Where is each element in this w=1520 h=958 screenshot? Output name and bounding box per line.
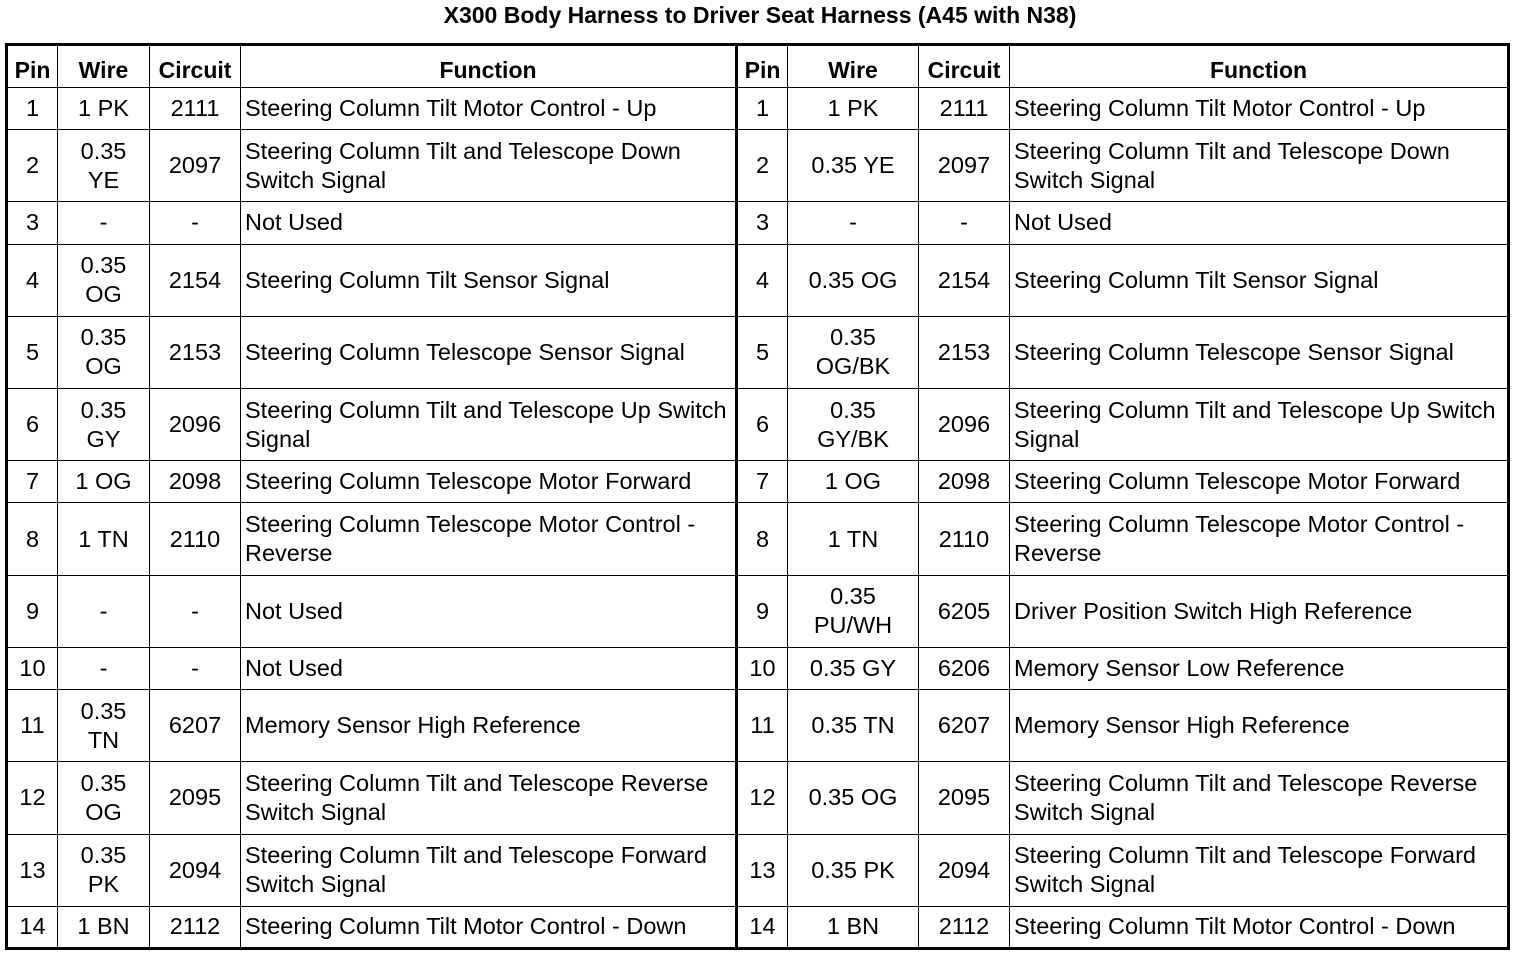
left-circuit-cell: 2111 — [150, 88, 241, 130]
left-pin-cell: 12 — [7, 762, 58, 834]
right-pin-cell: 2 — [737, 130, 788, 202]
left-function-cell: Steering Column Tilt and Telescope Up Switch Signal — [241, 389, 737, 461]
right-function-cell: Steering Column Telescope Sensor Signal — [1010, 316, 1509, 388]
right-pin-cell: 5 — [737, 316, 788, 388]
right-wire-cell: 0.35 OG/BK — [788, 316, 919, 388]
connector-pinout-table — [5, 43, 1510, 950]
table-row — [7, 202, 1509, 244]
left-circuit-cell: 2153 — [150, 316, 241, 388]
left-function-cell: Steering Column Tilt and Telescope Forward Switch Signal — [241, 834, 737, 906]
left-circuit-cell: 2095 — [150, 762, 241, 834]
right-function-cell: Steering Column Tilt and Telescope Forward Switch Signal — [1010, 834, 1509, 906]
right-circuit-cell: - — [919, 202, 1010, 244]
header-wire: Wire — [788, 45, 919, 88]
left-function-cell: Steering Column Tilt and Telescope Down Switch Signal — [241, 130, 737, 202]
header-wire: Wire — [58, 45, 150, 88]
right-pin-cell: 11 — [737, 690, 788, 762]
left-function-cell: Steering Column Tilt Motor Control - Up — [241, 88, 737, 130]
header-pin: Pin — [737, 45, 788, 88]
right-function-cell: Memory Sensor High Reference — [1010, 690, 1509, 762]
table-row — [7, 389, 1509, 461]
left-pin-cell: 7 — [7, 461, 58, 503]
left-pin-cell: 6 — [7, 389, 58, 461]
left-pin-cell: 10 — [7, 647, 58, 689]
table-row — [7, 244, 1509, 316]
header-pin: Pin — [7, 45, 58, 88]
right-pin-cell: 9 — [737, 575, 788, 647]
right-wire-cell: 1 TN — [788, 503, 919, 575]
right-circuit-cell: 2154 — [919, 244, 1010, 316]
left-wire-cell: 1 TN — [58, 503, 150, 575]
left-wire-cell: 0.35 OG — [58, 244, 150, 316]
right-function-cell: Steering Column Tilt and Telescope Down Switch Signal — [1010, 130, 1509, 202]
right-circuit-cell: 2112 — [919, 906, 1010, 948]
left-wire-cell: 0.35 PK — [58, 834, 150, 906]
left-wire-cell: 0.35 OG — [58, 316, 150, 388]
left-circuit-cell: 2097 — [150, 130, 241, 202]
left-wire-cell: - — [58, 575, 150, 647]
right-pin-cell: 4 — [737, 244, 788, 316]
table-row — [7, 88, 1509, 130]
table-row — [7, 834, 1509, 906]
left-pin-cell: 2 — [7, 130, 58, 202]
table-row — [7, 906, 1509, 948]
page-title: X300 Body Harness to Driver Seat Harness (A45 with N38) — [443, 2, 1077, 28]
table-row — [7, 575, 1509, 647]
left-wire-cell: 1 BN — [58, 906, 150, 948]
left-pin-cell: 5 — [7, 316, 58, 388]
right-pin-cell: 6 — [737, 389, 788, 461]
header-circuit: Circuit — [150, 45, 241, 88]
right-function-cell: Driver Position Switch High Reference — [1010, 575, 1509, 647]
table-row — [7, 690, 1509, 762]
left-wire-cell: 0.35 OG — [58, 762, 150, 834]
right-function-cell: Memory Sensor Low Reference — [1010, 647, 1509, 689]
left-circuit-cell: 2112 — [150, 906, 241, 948]
table-row — [7, 461, 1509, 503]
left-wire-cell: - — [58, 647, 150, 689]
left-wire-cell: 1 OG — [58, 461, 150, 503]
right-wire-cell: 0.35 GY — [788, 647, 919, 689]
right-function-cell: Steering Column Tilt and Telescope Up Switch Signal — [1010, 389, 1509, 461]
right-circuit-cell: 2153 — [919, 316, 1010, 388]
right-pin-cell: 7 — [737, 461, 788, 503]
right-wire-cell: 1 OG — [788, 461, 919, 503]
left-circuit-cell: 6207 — [150, 690, 241, 762]
left-wire-cell: - — [58, 202, 150, 244]
left-circuit-cell: 2154 — [150, 244, 241, 316]
left-pin-cell: 13 — [7, 834, 58, 906]
left-function-cell: Not Used — [241, 575, 737, 647]
right-wire-cell: 0.35 TN — [788, 690, 919, 762]
right-function-cell: Steering Column Tilt Motor Control - Down — [1010, 906, 1509, 948]
left-function-cell: Steering Column Telescope Motor Control - Reverse — [241, 503, 737, 575]
right-circuit-cell: 6205 — [919, 575, 1010, 647]
right-wire-cell: 1 BN — [788, 906, 919, 948]
table-row — [7, 647, 1509, 689]
right-circuit-cell: 2097 — [919, 130, 1010, 202]
left-function-cell: Steering Column Telescope Sensor Signal — [241, 316, 737, 388]
right-pin-cell: 10 — [737, 647, 788, 689]
right-pin-cell: 1 — [737, 88, 788, 130]
right-pin-cell: 8 — [737, 503, 788, 575]
right-function-cell: Not Used — [1010, 202, 1509, 244]
left-circuit-cell: 2096 — [150, 389, 241, 461]
table-row — [7, 316, 1509, 388]
right-pin-cell: 14 — [737, 906, 788, 948]
right-circuit-cell: 2111 — [919, 88, 1010, 130]
left-circuit-cell: - — [150, 575, 241, 647]
table-body — [7, 88, 1509, 949]
left-wire-cell: 0.35 YE — [58, 130, 150, 202]
right-wire-cell: 0.35 GY/BK — [788, 389, 919, 461]
table-row — [7, 503, 1509, 575]
right-function-cell: Steering Column Tilt Motor Control - Up — [1010, 88, 1509, 130]
left-function-cell: Memory Sensor High Reference — [241, 690, 737, 762]
left-wire-cell: 0.35 GY — [58, 389, 150, 461]
left-function-cell: Steering Column Tilt and Telescope Reverse Switch Signal — [241, 762, 737, 834]
left-pin-cell: 14 — [7, 906, 58, 948]
right-pin-cell: 13 — [737, 834, 788, 906]
left-function-cell: Steering Column Tilt Sensor Signal — [241, 244, 737, 316]
right-function-cell: Steering Column Telescope Motor Control - Reverse — [1010, 503, 1509, 575]
right-circuit-cell: 2095 — [919, 762, 1010, 834]
left-circuit-cell: - — [150, 202, 241, 244]
left-circuit-cell: 2094 — [150, 834, 241, 906]
right-wire-cell: 0.35 PU/WH — [788, 575, 919, 647]
left-wire-cell: 0.35 TN — [58, 690, 150, 762]
right-circuit-cell: 2098 — [919, 461, 1010, 503]
right-wire-cell: 0.35 OG — [788, 762, 919, 834]
header-function: Function — [1010, 45, 1509, 88]
left-function-cell: Steering Column Telescope Motor Forward — [241, 461, 737, 503]
left-pin-cell: 8 — [7, 503, 58, 575]
left-circuit-cell: 2098 — [150, 461, 241, 503]
left-pin-cell: 11 — [7, 690, 58, 762]
left-pin-cell: 3 — [7, 202, 58, 244]
left-wire-cell: 1 PK — [58, 88, 150, 130]
right-wire-cell: 1 PK — [788, 88, 919, 130]
right-wire-cell: 0.35 YE — [788, 130, 919, 202]
header-row — [7, 45, 1509, 88]
left-function-cell: Not Used — [241, 202, 737, 244]
left-circuit-cell: 2110 — [150, 503, 241, 575]
right-pin-cell: 12 — [737, 762, 788, 834]
right-circuit-cell: 6207 — [919, 690, 1010, 762]
table-row — [7, 130, 1509, 202]
left-function-cell: Not Used — [241, 647, 737, 689]
right-circuit-cell: 2110 — [919, 503, 1010, 575]
left-pin-cell: 4 — [7, 244, 58, 316]
left-circuit-cell: - — [150, 647, 241, 689]
right-circuit-cell: 2096 — [919, 389, 1010, 461]
right-wire-cell: 0.35 OG — [788, 244, 919, 316]
right-circuit-cell: 2094 — [919, 834, 1010, 906]
right-function-cell: Steering Column Tilt Sensor Signal — [1010, 244, 1509, 316]
right-wire-cell: 0.35 PK — [788, 834, 919, 906]
right-function-cell: Steering Column Tilt and Telescope Reverse Switch Signal — [1010, 762, 1509, 834]
table-row — [7, 762, 1509, 834]
right-circuit-cell: 6206 — [919, 647, 1010, 689]
left-function-cell: Steering Column Tilt Motor Control - Down — [241, 906, 737, 948]
right-function-cell: Steering Column Telescope Motor Forward — [1010, 461, 1509, 503]
right-pin-cell: 3 — [737, 202, 788, 244]
header-circuit: Circuit — [919, 45, 1010, 88]
left-pin-cell: 1 — [7, 88, 58, 130]
left-pin-cell: 9 — [7, 575, 58, 647]
right-wire-cell: - — [788, 202, 919, 244]
header-function: Function — [241, 45, 737, 88]
